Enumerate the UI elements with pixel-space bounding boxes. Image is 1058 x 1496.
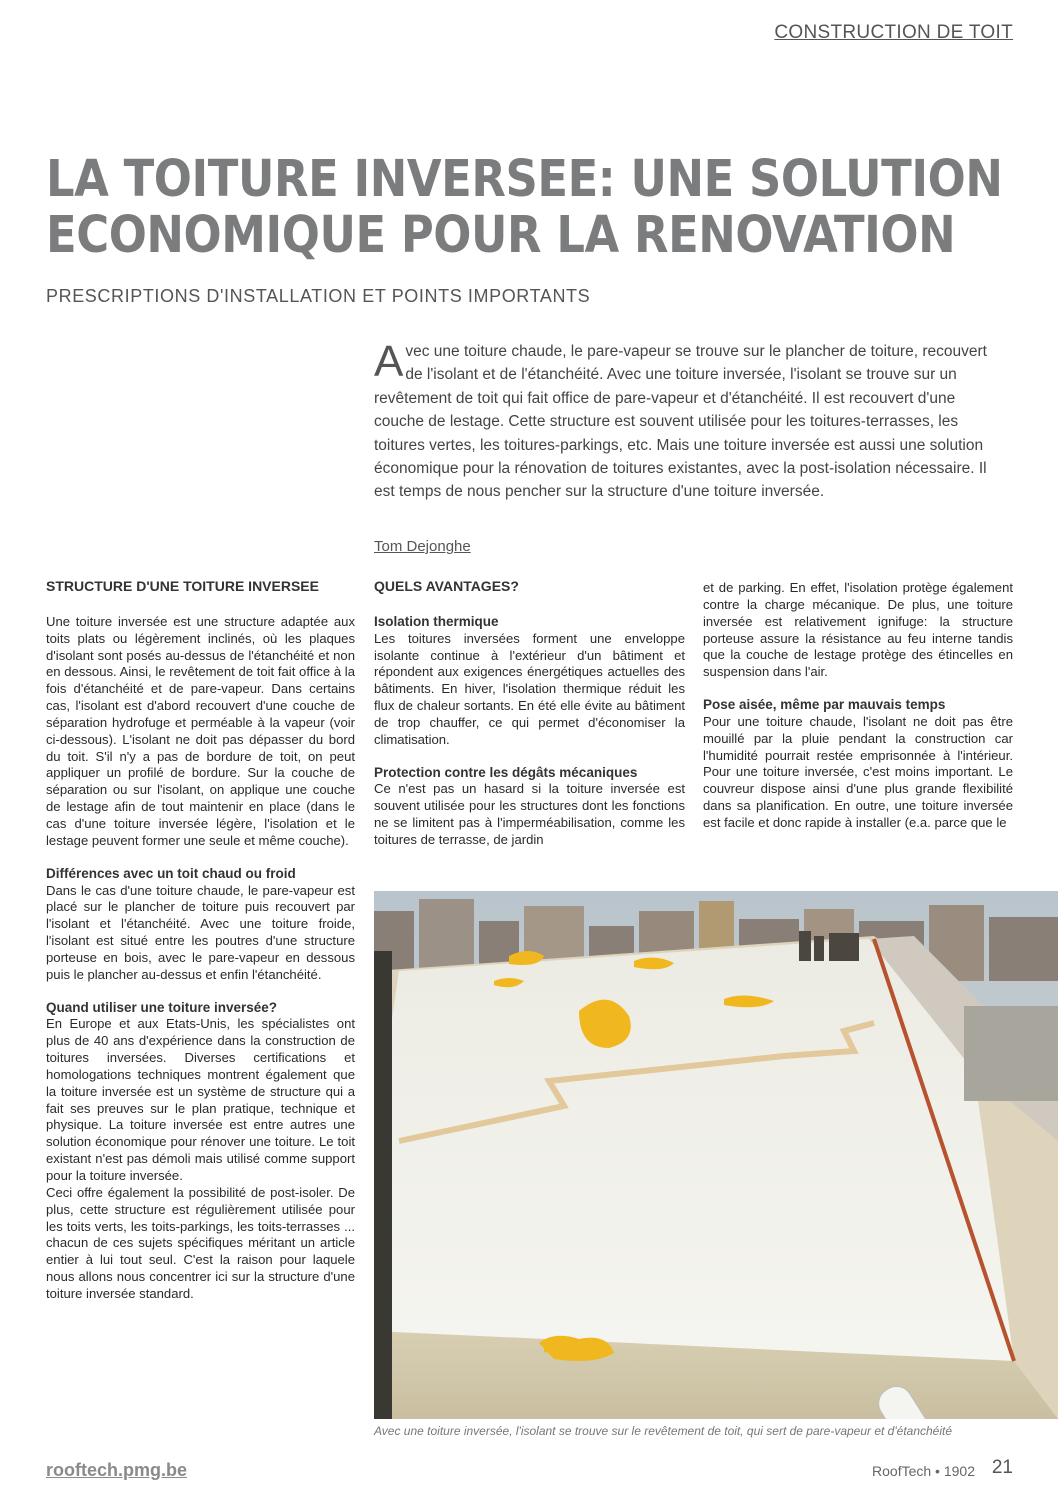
paragraph: Les toitures inversées forment une enveloppe isolante continue à l'extérieur d'un bâtiment et répondent aux exigences énergétiques actuelles des bâtiments. En hiver, l'isolation thermique réduit les flux de chaleur sortants. En été elle évite au bâtiment de trop chauffer, ce qui permet d'économiser la climatisation.	[374, 630, 685, 747]
section-label: CONSTRUCTION DE TOIT	[774, 22, 1013, 43]
subheading: Quand utiliser une toiture inversée?	[46, 999, 278, 1015]
author-link[interactable]: Tom Dejonghe	[374, 538, 471, 555]
paragraph: Une toiture inversée est une structure adaptée aux toits plats ou légèrement inclinés, où les plaques d'isolant sont posés au-dessus de l'étanchéité et non en dessous. Ainsi, le revêtement de toit fait office à la fois d'étanchéité et de pare-vapeur. Dans certains cas, l'isolant est d'abord recouvert d'une couche de séparation hydrofuge et perméable à la vapeur (voir ci-dessous). L'isolant ne doit pas dépasser du bord du toit. S'il n'y a pas de bordure de toit, on peut appliquer un profilé de bordure. Sur la couche de séparation ou sur l'isolant, on applique une couche de lestage afin de tout maintenir en place (dans le cas d'une toiture inversée légère, l'isolation et le lestage peuvent former une seule et même couche).	[46, 613, 355, 848]
lead-paragraph	[374, 337, 1004, 504]
roof-photo	[374, 891, 1058, 1419]
article-title	[46, 150, 1003, 265]
lead-text: vec une toiture chaude, le pare-vapeur se trouve sur le plancher de toiture, recouvert de l'isolant et de l'étanchéité. Avec une toiture inversée, l'isolant se trouve sur un revêtement de toit qui fait office de pare-vapeur et d'étanchéité. Il est recouvert d'une couche de lestage. Cette structure est souvent utilisée pour les toitures-terrasses, les toitures vertes, les toitures-parkings, etc. Mais une toiture inversée est aussi une solution économique pour la rénovation de toitures existantes, avec la post-isolation nécessaire. Il est temps de nous pencher sur la structure d'une toiture inversée.	[374, 343, 987, 501]
dropcap: A	[374, 337, 404, 386]
paragraph: Dans le cas d'une toiture chaude, le pare-vapeur est placé sur le plancher de toiture puis recouvert par l'isolant et l'étanchéité. Avec une toiture froide, l'isolant est situé entre les poutres d'une structure porteuse en bois, avec le pare-vapeur en dessous puis le plancher au-dessus et enfin l'étanchéité.	[46, 882, 355, 982]
paragraph: et de parking. En effet, l'isolation protège également contre la charge mécanique. De plus, une toiture inversée est relativement ignifuge: la structure porteuse assure la résistance au feu interne tandis que la couche de lestage protège des étincelles en suspension dans l'air.	[703, 580, 1013, 680]
page-number: 21	[991, 1457, 1013, 1478]
paragraph: Ceci offre également la possibilité de post-isoler. De plus, cette structure est régulièrement utilisée pour les toits verts, les toits-parkings, les toits-terrasses ... chacun de ces sujets spécifiques méritant un article entier à lui tout seul. C'est la raison pour laquele nous allons nous concentrer ici sur la structure d'une toiture inversée standard.	[46, 1184, 355, 1301]
column-2	[374, 578, 685, 849]
column-1	[46, 578, 355, 1303]
paragraph: Ce n'est pas un hasard si la toiture inversée est souvent utilisée pour les structures dont les fonctions ne se limitent pas à l'imperméabilisation, comme les toitures de terrasse, de jardin	[374, 781, 685, 847]
subheading: Isolation thermique	[374, 613, 499, 629]
subheading: Différences avec un toit chaud ou froid	[46, 865, 296, 881]
subheading: Protection contre les dégâts mécaniques	[374, 764, 638, 780]
paragraph: En Europe et aux Etats-Unis, les spécialistes ont plus de 40 ans d'expérience dans la construction de toitures inversées. Diverses certifications et homologations techniques montrent également que la toiture inversée est un système de structure qui a fait ses preuves sur le plan pratique, technique et physique. La toiture inversée est entre autres une solution économique pour rénover une toiture. Le toit existant n'est pas démoli mais utilisé comme support pour la toiture inversée.	[46, 1016, 355, 1183]
article-subtitle: PRESCRIPTIONS D'INSTALLATION ET POINTS IMPORTANTS	[46, 286, 591, 306]
section-heading: QUELS AVANTAGES?	[374, 578, 519, 594]
subheading: Pose aisée, même par mauvais temps	[703, 697, 946, 713]
photo-caption: Avec une toiture inversée, l'isolant se trouve sur le revêtement de toit, qui sert de pare-vapeur et d'étanchéité	[374, 1424, 953, 1438]
section-heading: STRUCTURE D'UNE TOITURE INVERSEE	[46, 578, 319, 594]
paragraph: Pour une toiture chaude, l'isolant ne doit pas être mouillé par la pluie pendant la construction car l'humidité pourrait restée emprisonnée à l'intérieur. Pour une toiture inversée, c'est moins important. Le couvreur dispose ainsi d'une plus grande flexibilité dans sa planification. En outre, une toiture inversée est facile et donc rapide à installer (e.a. parce que le	[703, 713, 1013, 830]
website-link[interactable]: rooftech.pmg.be	[46, 1460, 188, 1480]
title-line-2: ECONOMIQUE POUR LA RENOVATION	[46, 206, 956, 265]
column-3	[703, 580, 1013, 832]
magazine-issue: RoofTech • 1902	[872, 1463, 975, 1479]
title-line-1: LA TOITURE INVERSEE: UNE SOLUTION	[46, 150, 1003, 209]
